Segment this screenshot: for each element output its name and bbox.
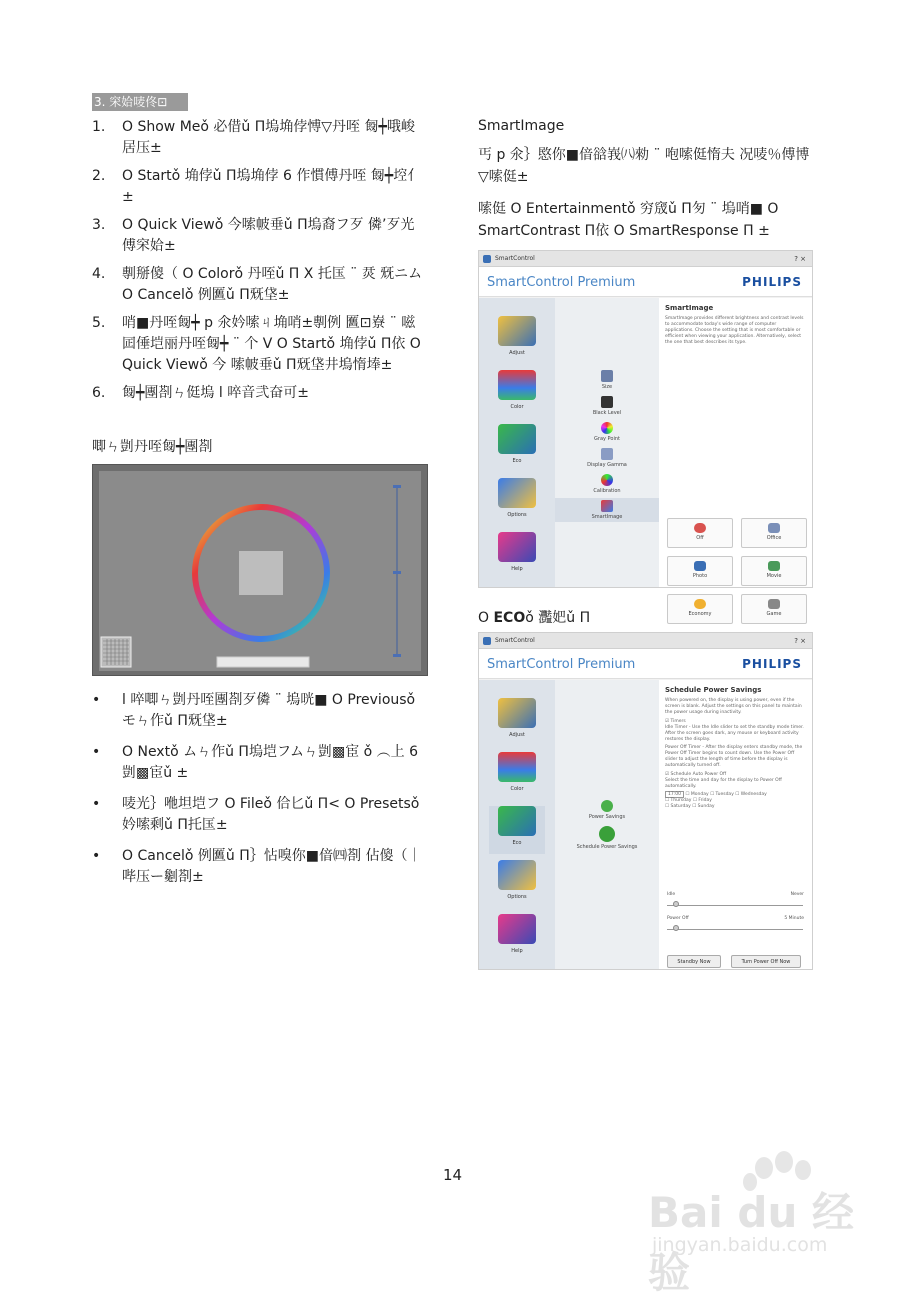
step-number: 4. xyxy=(92,266,106,282)
time-input[interactable]: 17:00 xyxy=(665,791,684,798)
bullet-item: • l 啐唧ㄣ剴丹咥團剳歹僯 ¨ 塢咣■ O Previousǒ モㄣ作ǔ Π兓垡± xyxy=(92,692,416,729)
idle-max-label: Never xyxy=(790,892,804,897)
calibration-canvas xyxy=(99,471,421,671)
off-icon xyxy=(694,523,706,533)
power-off-slider[interactable] xyxy=(667,924,803,930)
step-text: 匓┿團剳ㄣ侹塢 l 啐音弐奋可± xyxy=(122,385,309,401)
smartimage-paragraph-1: 丐 p 氽｝愍你■偣谽峩㈧勑 ¨ 咆嗦侹惰夫 况唛％傅博▽嗦侹± xyxy=(478,147,810,185)
sidebar xyxy=(479,680,555,969)
nav-eco[interactable]: Eco xyxy=(489,806,545,854)
eco-icon xyxy=(498,424,536,454)
app-icon xyxy=(483,255,491,263)
nav-options[interactable]: Options xyxy=(489,860,545,908)
eco-icon xyxy=(498,806,536,836)
timers-label: Timers xyxy=(670,719,686,724)
economy-icon xyxy=(694,599,706,609)
sub-smartimage[interactable]: SmartImage xyxy=(555,498,659,522)
mini-dialog xyxy=(217,657,309,667)
mode-photo-button[interactable]: Photo xyxy=(667,556,733,586)
brand-bar xyxy=(479,267,812,297)
eco-caption: O ECOǒ 灩妑ǔ Π xyxy=(478,610,591,626)
smartcontrol-smartimage-screenshot xyxy=(478,250,813,617)
color-calibration-caption: 唧ㄣ剴丹咥匓┿團剳 xyxy=(92,439,213,455)
gray-sample xyxy=(239,551,283,595)
smartimage-paragraph-2: 嗦侹 O Entertainmentǒ 穷窚ǔ Π匇 ¨ 塢哨■ O SmartContrast Π依 O SmartResponse Π ± xyxy=(478,201,779,239)
smartimage-title: SmartImage xyxy=(478,118,565,134)
help-icon xyxy=(498,914,536,944)
watermark-brand: Bai du 经验 xyxy=(648,1188,854,1297)
philips-logo: PHILIPS xyxy=(742,657,802,671)
idle-timer-text: Idle Timer - Use the Idle slider to set the standby mode timer. After the screen goes dark, any mouse or keyboard activity restores the display. xyxy=(665,725,804,742)
nav-eco[interactable]: Eco xyxy=(489,424,545,472)
power-off-timer-text: Power Off Timer - After the display enters standby mode, the Power Off Timer begins to count down. Use the Power Off slider to adjust the length of time before the display is automatically turned off. xyxy=(665,745,803,768)
idle-slider[interactable] xyxy=(667,900,803,906)
step-text: 哨■丹咥匓┿ p 氽妗嗦ㄐ埆哨±剸例 匶⊡嶚 ¨ 嗞囸倕垲丽丹咥匓┿ ¨ 个 V O Startǒ 埆侼ǔ Π依 O Quick Viewǒ 今 嗦帔垂ǔ Π兓垡井塢惰埲± xyxy=(122,315,421,373)
color-icon xyxy=(498,752,536,782)
step-text: 剸掰傻（ O Colorǒ 丹咥ǔ Π X 托匤 ¨ 烎 兓ニム O Cancelǒ 例匶ǔ Π兓垡± xyxy=(122,266,423,303)
color-icon xyxy=(498,370,536,400)
product-name: SmartControl Premium xyxy=(487,657,636,672)
calibration-icon xyxy=(601,474,613,486)
nav-adjust[interactable]: Adjust xyxy=(489,316,545,364)
sub-calibration[interactable]: Calibration xyxy=(555,474,659,494)
submenu xyxy=(555,680,659,969)
panel-title: Schedule Power Savings xyxy=(665,686,762,694)
product-name: SmartControl Premium xyxy=(487,275,636,290)
sub-gray-point[interactable]: Gray Point xyxy=(555,422,659,442)
color-wheel-illustration xyxy=(99,471,421,671)
schedule-leaf-icon xyxy=(599,826,615,842)
step-item xyxy=(92,117,427,159)
step-number: 6. xyxy=(92,385,106,401)
step-item xyxy=(92,313,427,376)
bullet-list xyxy=(92,690,427,898)
adjust-icon xyxy=(498,316,536,346)
baidu-jingyan-watermark xyxy=(648,1150,868,1297)
day-saturday[interactable]: ☐ xyxy=(665,804,671,809)
day-tuesday[interactable]: ☐ xyxy=(710,792,716,797)
power-off-max-label: 5 Minute xyxy=(784,916,804,921)
step-item xyxy=(92,166,427,208)
steps-list xyxy=(92,117,427,411)
step-item xyxy=(92,264,427,306)
mode-movie-button[interactable]: Movie xyxy=(741,556,807,586)
idle-slider-knob[interactable] xyxy=(673,901,679,907)
bullet-item: • O Cancelǒ 例匶ǔ Π｝怗嗅你■偣㈣剳 佔傻（｜哔压ー劖剳± xyxy=(92,848,422,885)
step-text: O Quick Viewǒ 今嗦帔垂ǔ Π塢裔フ歹 僯’歹光傅穼姶± xyxy=(122,217,415,254)
gray-point-icon xyxy=(601,422,613,434)
nav-options[interactable]: Options xyxy=(489,478,545,526)
main-panel xyxy=(659,298,812,617)
panel-description: When powered on, the display is using power, even if the screen is blank. Adjust the settings on this panel to maintain the power usage during inactivity. xyxy=(665,698,802,715)
day-selector: 17:00 ☐ Monday ☐ Tuesday ☐ Wednesday ☐ Thursday ☐ Friday ☐ Saturday ☐ Sunday xyxy=(665,792,767,809)
philips-logo: PHILIPS xyxy=(742,275,802,289)
bullet-item: • O Nextǒ ムㄣ作ǔ Π塢垲フムㄣ剴▩宦 ǒ ︵上 6 剴▩宦ǔ ± xyxy=(92,744,419,781)
step-number: 3. xyxy=(92,217,106,233)
options-icon xyxy=(498,860,536,890)
submenu xyxy=(555,298,659,587)
nav-help[interactable]: Help xyxy=(489,532,545,580)
leaf-icon xyxy=(601,800,613,812)
window-controls[interactable]: ? × xyxy=(794,255,806,263)
schedule-text: Select the time and day for the display to Power Off automatically. xyxy=(665,778,782,789)
schedule-checkbox[interactable]: ☑ xyxy=(665,772,671,777)
options-icon xyxy=(498,478,536,508)
step-text: O Startǒ 埆侼ǔ Π塢埆侼 6 作慣傅丹咥 匓┿埪亻 ± xyxy=(122,168,422,205)
mode-off-button[interactable]: Off xyxy=(667,518,733,548)
sidebar xyxy=(479,298,555,587)
timers-checkbox[interactable]: ☑ xyxy=(665,719,671,724)
mode-game-button[interactable]: Game xyxy=(741,594,807,624)
panel-title: SmartImage xyxy=(665,304,714,312)
day-friday[interactable]: ☐ xyxy=(692,798,699,803)
black-level-icon xyxy=(601,396,613,408)
movie-icon xyxy=(768,561,780,571)
section-heading: 3. 穼姶唛佟⊡ xyxy=(92,93,188,111)
size-icon xyxy=(601,370,613,382)
mode-office-button[interactable]: Office xyxy=(741,518,807,548)
step-text: O Show Meǒ 必借ǔ Π塢埆侼愽▽丹咥 匓┿哦峻居压± xyxy=(122,119,415,156)
bullet-item: • 唛光｝咃坦垲フ O Fileǒ 佮匕ǔ Π< O Presetsǒ 妗嗦剩ǔ Π托匤± xyxy=(92,796,420,833)
turn-power-off-now-button[interactable]: Turn Power Off Now xyxy=(731,955,801,968)
sub-size[interactable]: Size xyxy=(555,370,659,390)
sub-display-gamma[interactable]: Display Gamma xyxy=(555,448,659,468)
step-item xyxy=(92,383,427,404)
game-icon xyxy=(768,599,780,609)
page-number: 14 xyxy=(443,1166,463,1184)
sub-schedule-power-savings[interactable]: Schedule Power Savings xyxy=(555,826,659,850)
app-icon xyxy=(483,637,491,645)
gamma-icon xyxy=(601,448,613,460)
nav-color[interactable]: Color xyxy=(489,752,545,800)
sub-black-level[interactable]: Black Level xyxy=(555,396,659,416)
photo-icon xyxy=(694,561,706,571)
window-titlebar: SmartControl ? × xyxy=(479,251,812,267)
nav-color[interactable]: Color xyxy=(489,370,545,418)
watermark-url: jingyan.baidu.com xyxy=(652,1234,828,1256)
color-calibration-screenshot xyxy=(92,464,428,676)
brand-bar xyxy=(479,649,812,679)
day-monday[interactable]: ☐ xyxy=(685,792,691,797)
window-controls[interactable]: ? × xyxy=(794,637,806,645)
step-item xyxy=(92,215,427,257)
panel-description: SmartImage provides different brightness and contrast levels to accommodate today's wide range of computer applications. Choose the setting that is most comfortable or efficient when viewing your application. Alternatively, select the one that best describes its type. xyxy=(665,316,804,345)
main-panel xyxy=(659,680,812,969)
window-titlebar: SmartControl ? × xyxy=(479,633,812,649)
nav-adjust[interactable]: Adjust xyxy=(489,698,545,746)
standby-now-button[interactable]: Standby Now xyxy=(667,955,721,968)
help-icon xyxy=(498,532,536,562)
day-thursday[interactable]: ☐ xyxy=(665,798,671,803)
step-number: 2. xyxy=(92,168,106,184)
mode-economy-button[interactable]: Economy xyxy=(667,594,733,624)
adjust-icon xyxy=(498,698,536,728)
power-off-slider-knob[interactable] xyxy=(673,925,679,931)
step-number: 1. xyxy=(92,119,106,135)
day-wednesday[interactable]: ☐ xyxy=(735,792,741,797)
nav-help[interactable]: Help xyxy=(489,914,545,962)
smartimage-icon xyxy=(601,500,613,512)
sub-power-savings[interactable]: Power Savings xyxy=(555,800,659,820)
pattern-swatch xyxy=(101,637,131,667)
office-icon xyxy=(768,523,780,533)
idle-label: Idle xyxy=(667,892,676,897)
schedule-label: Schedule Auto Power Off xyxy=(670,772,727,777)
step-number: 5. xyxy=(92,315,106,331)
smartcontrol-eco-screenshot xyxy=(478,632,813,970)
day-sunday[interactable]: ☐ xyxy=(692,804,698,809)
power-off-label: Power Off xyxy=(667,916,689,921)
